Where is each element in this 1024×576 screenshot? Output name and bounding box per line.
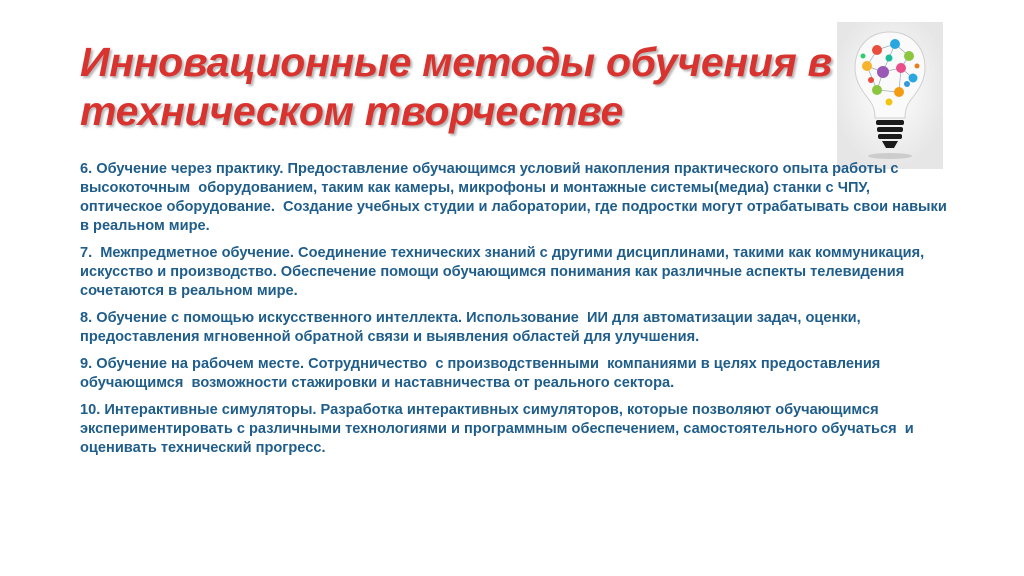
title-line-2: техническом творчестве: [80, 88, 623, 134]
slide-title: [80, 38, 840, 136]
paragraph-8: 8. Обучение с помощью искусственного интеллекта. Использование ИИ для автоматизации задач, оценки, предоставления мгновенной обратной связи и выявления областей для улучшения.: [80, 310, 865, 345]
title-line-1: Инновационные методы обучения в: [80, 39, 832, 85]
lightbulb-icon: [837, 22, 943, 169]
paragraph-7: 7. Межпредметное обучение. Соединение технических знаний с другими дисциплинами, такими как коммуникация, искусство и производство. Обеспечение помощи обучающимся понимания как различные аспекты телевидения сочетаются в реальном мире.: [80, 245, 929, 299]
slide-body: [80, 160, 950, 466]
lightbulb-image: [837, 22, 943, 169]
paragraph-9: 9. Обучение на рабочем месте. Сотрудничество с производственными компаниями в целях предоставления обучающимся возможности стажировки и наставничества от реального сектора.: [80, 356, 885, 391]
paragraph-6: 6. Обучение через практику. Предоставление обучающимся условий накопления практического опыта работы с высокоточным оборудованием, таким как камеры, микрофоны и монтажные системы(медиа) станки с ЧПУ, оптическое оборудование. Создание учебных студии и лаборатории, где подростки могут отрабатывать свои навыки в реальном мире.: [80, 161, 951, 234]
paragraph-10: 10. Интерактивные симуляторы. Разработка интерактивных симуляторов, которые позволяют обучающимся экспериментировать с различными технологиями и программным обеспечением, самостоятельного обучаться и оценивать технический прогресс.: [80, 402, 918, 456]
